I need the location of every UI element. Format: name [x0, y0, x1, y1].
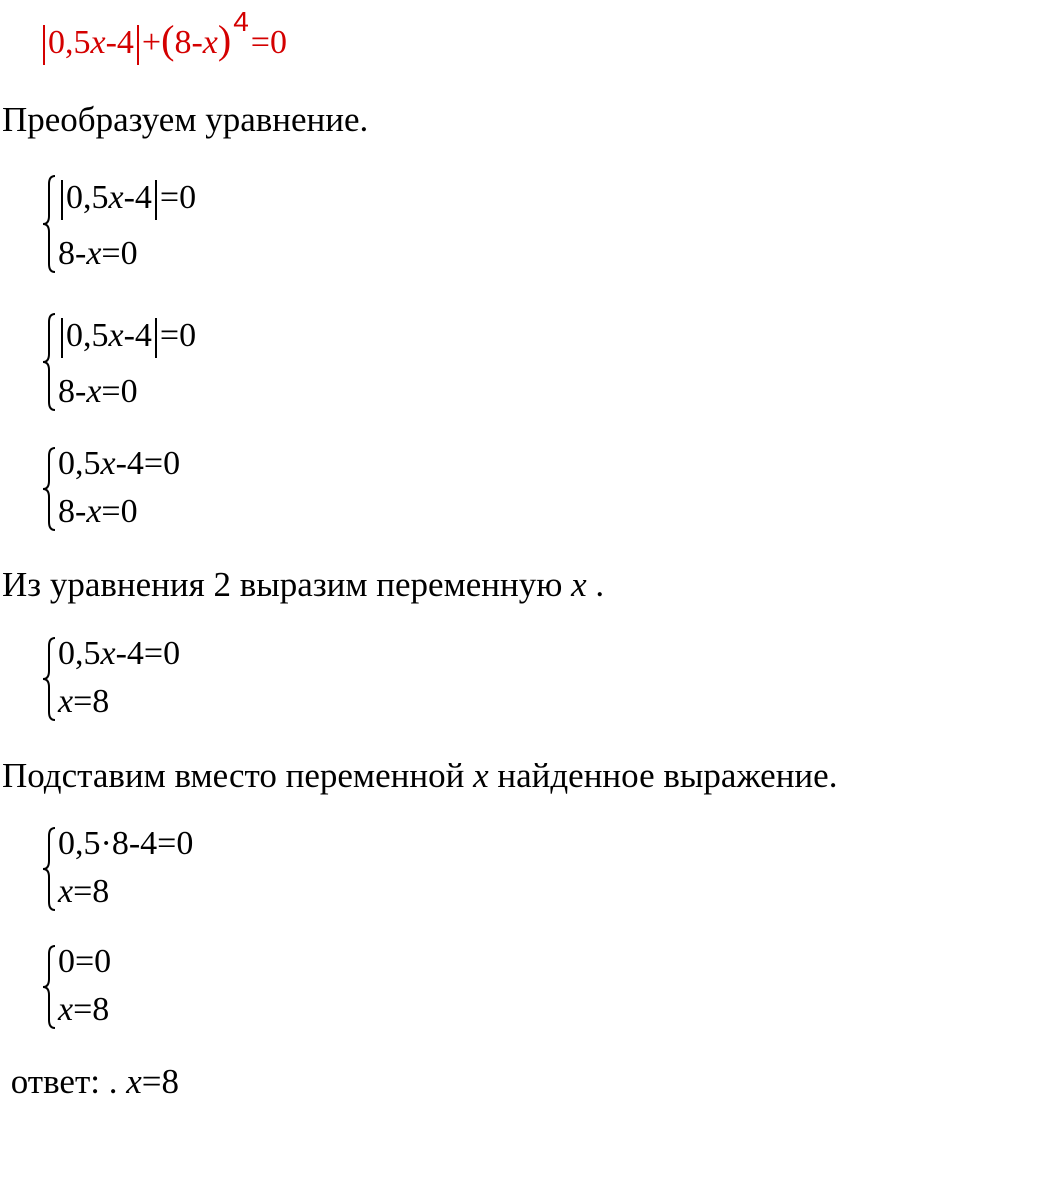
brace-icon	[40, 824, 58, 914]
system-6-line-2: x=8	[58, 991, 110, 1028]
brace-icon	[40, 634, 58, 724]
brace-icon	[40, 942, 58, 1032]
abs-bar	[61, 318, 63, 358]
system-4	[40, 634, 300, 724]
top-eq-rhs: =0	[250, 24, 287, 61]
answer-value: =8	[141, 1062, 180, 1101]
system-1	[40, 172, 300, 276]
abs-bar-right	[137, 25, 139, 65]
answer-var: x	[126, 1062, 142, 1101]
answer	[2, 1062, 179, 1102]
system-1-line-2: 8-x=0	[58, 235, 138, 272]
abs-bar	[61, 180, 63, 220]
system-2-line-2: 8-x=0	[58, 373, 138, 410]
paragraph-substitute: Подставим вместо переменной x найденное выражение.	[2, 756, 838, 795]
top-eq-lparen: (	[161, 17, 175, 62]
top-eq-var2: x	[202, 24, 218, 61]
top-eq-plus: +	[141, 24, 162, 61]
abs-bar	[155, 318, 157, 358]
system-6	[40, 942, 300, 1032]
system-5-line-1: 0,5·8-4=0	[58, 825, 194, 862]
answer-label: ответ: .	[2, 1062, 127, 1101]
top-eq-const: -4	[105, 24, 134, 61]
top-eq-coef: 0,5	[48, 24, 91, 61]
system-5	[40, 824, 300, 914]
system-3-line-2: 8-x=0	[58, 493, 138, 530]
paragraph-transform: Преобразуем уравнение.	[2, 100, 369, 139]
system-4-line-1: 0,5x-4=0	[58, 635, 181, 672]
system-3	[40, 444, 300, 534]
system-2-line-1: 0,5x-4 =0	[58, 316, 196, 358]
brace-icon	[40, 172, 58, 276]
brace-icon	[40, 310, 58, 414]
system-3-line-1: 0,5x-4=0	[58, 445, 181, 482]
top-eq-rparen: )	[217, 17, 232, 62]
brace-icon	[40, 444, 58, 534]
top-equation	[40, 6, 287, 70]
top-eq-var1: x	[90, 24, 106, 61]
system-6-line-1: 0=0	[58, 943, 112, 980]
top-eq-inner: 8-	[174, 24, 203, 61]
system-5-line-2: x=8	[58, 873, 110, 910]
paragraph-express-variable: Из уравнения 2 выразим переменную x .	[2, 565, 605, 604]
system-4-line-2: x=8	[58, 683, 110, 720]
system-1-line-1: 0,5x-4 =0	[58, 178, 196, 220]
abs-bar	[155, 180, 157, 220]
abs-bar-left	[43, 25, 45, 65]
top-eq-power: 4	[233, 6, 249, 37]
system-2	[40, 310, 300, 414]
